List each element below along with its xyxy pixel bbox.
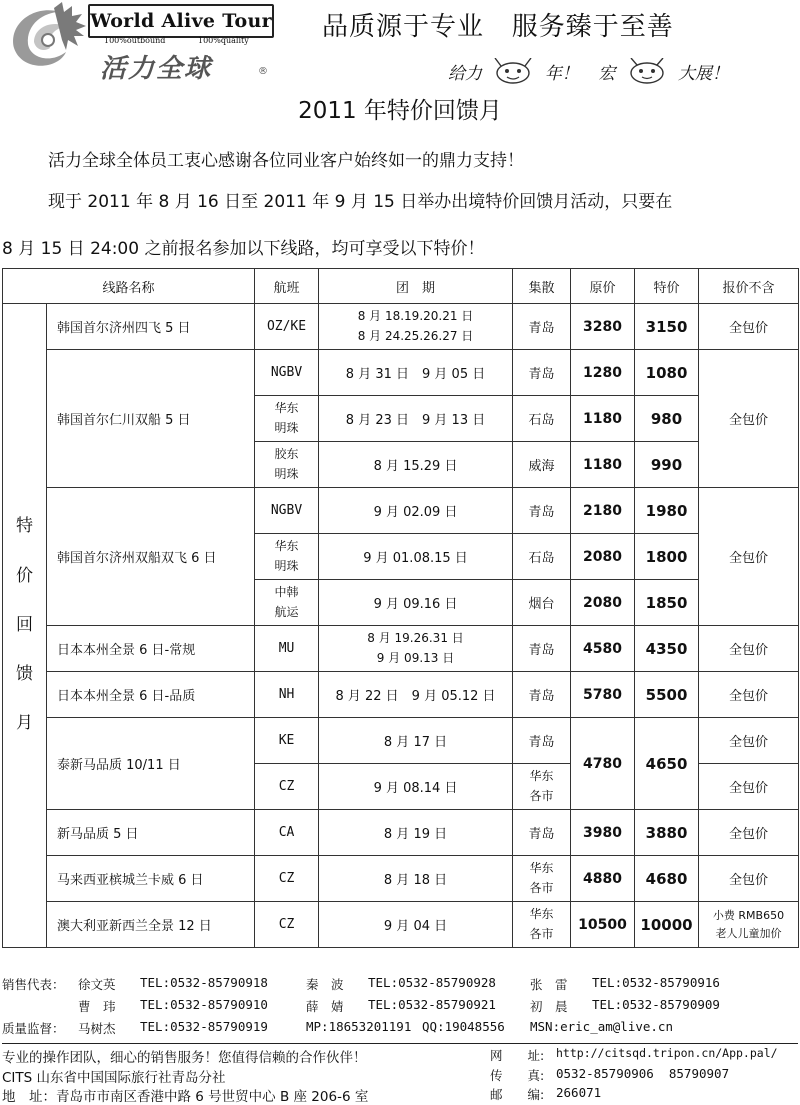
special-price: 4650 bbox=[635, 718, 699, 810]
exclusion: 全包价 bbox=[699, 810, 799, 856]
flight bbox=[255, 580, 319, 626]
new-year-blessing bbox=[448, 58, 729, 84]
date-line: 8 月 19.26.31 日 bbox=[367, 631, 464, 646]
dates bbox=[319, 304, 513, 350]
date-line: 8 月 24.25.26.27 日 bbox=[357, 328, 474, 343]
hub: 威海 bbox=[513, 442, 571, 488]
flight-line: 明珠 bbox=[274, 420, 299, 435]
rabbit-face-icon bbox=[625, 58, 669, 84]
company-name: CITS 山东省中国国际旅行社青岛分社 bbox=[2, 1070, 226, 1086]
hub-line: 华东 bbox=[529, 861, 554, 876]
flight: NGBV bbox=[255, 350, 319, 396]
qc-tel: TEL:0532-85790919 bbox=[140, 1019, 268, 1034]
table-row bbox=[3, 718, 799, 764]
dates: 9 月 08.14 日 bbox=[319, 764, 513, 810]
table-row bbox=[3, 626, 799, 672]
website-label: 网 址: bbox=[490, 1048, 545, 1063]
exclusion: 全包价 bbox=[699, 764, 799, 810]
original-price: 4880 bbox=[571, 856, 635, 902]
route-name: 澳大利亚新西兰全景 12 日 bbox=[47, 902, 255, 948]
qc-mobile: MP:18653201191 bbox=[306, 1019, 412, 1034]
intro-line-2: 现于 2011 年 8 月 16 日至 2011 年 9 月 15 日举办出境特价回馈月活动，只要在 bbox=[48, 192, 673, 212]
hub: 青岛 bbox=[513, 672, 571, 718]
brand-name-cn: 活力全球 bbox=[100, 54, 213, 84]
header-original-price: 原价 bbox=[571, 269, 635, 304]
exclusion: 全包价 bbox=[699, 350, 799, 488]
hub-line: 各市 bbox=[529, 926, 554, 941]
flight: CZ bbox=[255, 856, 319, 902]
rabbit-face-icon bbox=[491, 58, 535, 84]
brand-name-en: World Alive Tour bbox=[88, 4, 274, 38]
brand-tag-outbound: 100%outbound bbox=[104, 36, 166, 45]
side-label-char: 月 bbox=[16, 713, 33, 734]
hub-line: 各市 bbox=[529, 788, 554, 803]
exclusion: 全包价 bbox=[699, 718, 799, 764]
dates: 9 月 09.16 日 bbox=[319, 580, 513, 626]
flight: CZ bbox=[255, 764, 319, 810]
blessing-part-2: 年！ bbox=[544, 63, 579, 84]
blessing-part-4: 大展！ bbox=[678, 63, 730, 84]
fax-label: 传 真: bbox=[490, 1068, 545, 1083]
hub-line: 华东 bbox=[529, 769, 554, 784]
header-exclusions: 报价不含 bbox=[699, 269, 799, 304]
original-price: 1280 bbox=[571, 350, 635, 396]
blessing-part-3: 宏 bbox=[598, 63, 616, 84]
flight-line: 明珠 bbox=[274, 558, 299, 573]
fax-number: 0532-85790906 85790907 bbox=[556, 1066, 730, 1081]
table-row bbox=[3, 810, 799, 856]
exclusion-line: 小费 RMB650 bbox=[712, 908, 785, 922]
table-header-row bbox=[3, 269, 799, 304]
dates: 8 月 22 日 9 月 05.12 日 bbox=[319, 672, 513, 718]
hub: 石岛 bbox=[513, 534, 571, 580]
special-price: 1800 bbox=[635, 534, 699, 580]
exclusion-line: 老人儿童加价 bbox=[715, 926, 782, 940]
original-price: 2080 bbox=[571, 580, 635, 626]
dates: 8 月 15.29 日 bbox=[319, 442, 513, 488]
rep-tel: TEL:0532-85790921 bbox=[368, 997, 496, 1012]
website-link[interactable]: http://citsqd.tripon.cn/App.pal/ bbox=[556, 1046, 778, 1060]
table-row bbox=[3, 856, 799, 902]
rep-tel: TEL:0532-85790928 bbox=[368, 975, 496, 990]
flight: OZ/KE bbox=[255, 304, 319, 350]
header-special-price: 特价 bbox=[635, 269, 699, 304]
flight-line: 中韩 bbox=[274, 585, 299, 600]
exclusion: 全包价 bbox=[699, 626, 799, 672]
original-price: 2180 bbox=[571, 488, 635, 534]
table-row bbox=[3, 304, 799, 350]
flight-line: 胶东 bbox=[274, 447, 299, 462]
hub: 青岛 bbox=[513, 350, 571, 396]
original-price: 10500 bbox=[571, 902, 635, 948]
zip-label: 邮 编: bbox=[490, 1087, 545, 1102]
special-price: 1850 bbox=[635, 580, 699, 626]
header-route: 线路名称 bbox=[3, 269, 255, 304]
qc-label: 质量监督： bbox=[2, 1021, 65, 1036]
original-price: 1180 bbox=[571, 442, 635, 488]
route-name: 韩国首尔仁川双船 5 日 bbox=[47, 350, 255, 488]
table-row bbox=[3, 672, 799, 718]
brand-tag-quality: 100%quality bbox=[198, 36, 249, 45]
blessing-part-1: 给力 bbox=[448, 63, 482, 84]
exclusion: 全包价 bbox=[699, 488, 799, 626]
dates: 8 月 23 日 9 月 13 日 bbox=[319, 396, 513, 442]
hub bbox=[513, 902, 571, 948]
side-label-char: 回 bbox=[16, 614, 33, 635]
rep-name: 秦 波 bbox=[306, 977, 344, 992]
exclusion: 全包价 bbox=[699, 304, 799, 350]
hub: 青岛 bbox=[513, 718, 571, 764]
special-price: 4350 bbox=[635, 626, 699, 672]
original-price: 1180 bbox=[571, 396, 635, 442]
original-price: 3980 bbox=[571, 810, 635, 856]
flight: NH bbox=[255, 672, 319, 718]
header-hub: 集散 bbox=[513, 269, 571, 304]
intro-line-3: 8 月 15 日 24:00 之前报名参加以下线路，均可享受以下特价！ bbox=[2, 239, 485, 259]
rep-tel: TEL:0532-85790909 bbox=[592, 997, 720, 1012]
flight bbox=[255, 442, 319, 488]
special-price: 4680 bbox=[635, 856, 699, 902]
world-alive-logo-icon bbox=[4, 2, 90, 78]
side-label bbox=[3, 304, 47, 948]
table-row bbox=[3, 488, 799, 534]
date-line: 9 月 09.13 日 bbox=[376, 650, 455, 665]
flight: CA bbox=[255, 810, 319, 856]
original-price: 2080 bbox=[571, 534, 635, 580]
exclusion: 全包价 bbox=[699, 856, 799, 902]
page-title: 2011 年特价回馈月 bbox=[298, 98, 502, 124]
special-price: 10000 bbox=[635, 902, 699, 948]
qc-msn: MSN:eric_am@live.cn bbox=[530, 1019, 673, 1034]
table-row bbox=[3, 350, 799, 396]
dates bbox=[319, 626, 513, 672]
special-price: 980 bbox=[635, 396, 699, 442]
qc-qq: QQ:19048556 bbox=[422, 1019, 505, 1034]
dates: 8 月 17 日 bbox=[319, 718, 513, 764]
table-row bbox=[3, 902, 799, 948]
header-dates: 团 期 bbox=[319, 269, 513, 304]
rep-name: 张 雷 bbox=[530, 977, 568, 992]
flight-line: 华东 bbox=[274, 401, 299, 416]
side-label-char: 价 bbox=[16, 565, 33, 586]
flight: MU bbox=[255, 626, 319, 672]
special-price: 3880 bbox=[635, 810, 699, 856]
hub: 青岛 bbox=[513, 488, 571, 534]
special-price: 5500 bbox=[635, 672, 699, 718]
special-price-table bbox=[2, 268, 799, 948]
route-name: 泰新马品质 10/11 日 bbox=[47, 718, 255, 810]
sales-label: 销售代表： bbox=[2, 977, 65, 992]
special-price: 3150 bbox=[635, 304, 699, 350]
side-label-char: 馈 bbox=[16, 664, 33, 685]
rep-name: 初 晨 bbox=[530, 999, 568, 1014]
original-price: 5780 bbox=[571, 672, 635, 718]
flight: NGBV bbox=[255, 488, 319, 534]
flight: CZ bbox=[255, 902, 319, 948]
special-price: 990 bbox=[635, 442, 699, 488]
dates: 9 月 02.09 日 bbox=[319, 488, 513, 534]
flight bbox=[255, 396, 319, 442]
route-name: 韩国首尔济州双船双飞 6 日 bbox=[47, 488, 255, 626]
original-price: 4780 bbox=[571, 718, 635, 810]
dates: 9 月 01.08.15 日 bbox=[319, 534, 513, 580]
hub: 青岛 bbox=[513, 810, 571, 856]
hub: 青岛 bbox=[513, 304, 571, 350]
route-name: 日本本州全景 6 日-品质 bbox=[47, 672, 255, 718]
hub-line: 各市 bbox=[529, 880, 554, 895]
flight bbox=[255, 534, 319, 580]
hub-line: 华东 bbox=[529, 907, 554, 922]
company-address: 地 址：青岛市市南区香港中路 6 号世贸中心 B 座 206-6 室 bbox=[2, 1089, 369, 1105]
hub bbox=[513, 764, 571, 810]
header-flight: 航班 bbox=[255, 269, 319, 304]
special-price: 1080 bbox=[635, 350, 699, 396]
hub: 烟台 bbox=[513, 580, 571, 626]
date-line: 8 月 18.19.20.21 日 bbox=[357, 309, 474, 324]
hub: 石岛 bbox=[513, 396, 571, 442]
slogan: 品质源于专业 服务臻于至善 bbox=[322, 12, 674, 42]
exclusion: 全包价 bbox=[699, 672, 799, 718]
zip-code: 266071 bbox=[556, 1085, 602, 1100]
hub: 青岛 bbox=[513, 626, 571, 672]
original-price: 3280 bbox=[571, 304, 635, 350]
special-price: 1980 bbox=[635, 488, 699, 534]
dates: 8 月 18 日 bbox=[319, 856, 513, 902]
rep-tel: TEL:0532-85790918 bbox=[140, 975, 268, 990]
rep-name: 徐文英 bbox=[78, 977, 116, 992]
flight-line: 华东 bbox=[274, 539, 299, 554]
tagline: 专业的操作团队，细心的销售服务！您值得信赖的合作伙伴！ bbox=[2, 1050, 367, 1066]
hub bbox=[513, 856, 571, 902]
rep-name: 曹 玮 bbox=[78, 999, 116, 1014]
side-label-char: 特 bbox=[16, 516, 33, 537]
flight-line: 明珠 bbox=[274, 466, 299, 481]
route-name: 新马品质 5 日 bbox=[47, 810, 255, 856]
exclusion bbox=[699, 902, 799, 948]
footer-divider bbox=[2, 1043, 798, 1044]
qc-name: 马树杰 bbox=[78, 1021, 116, 1036]
rep-tel: TEL:0532-85790916 bbox=[592, 975, 720, 990]
original-price: 4580 bbox=[571, 626, 635, 672]
dates: 8 月 31 日 9 月 05 日 bbox=[319, 350, 513, 396]
route-name: 马来西亚槟城兰卡威 6 日 bbox=[47, 856, 255, 902]
dates: 9 月 04 日 bbox=[319, 902, 513, 948]
route-name: 韩国首尔济州四飞 5 日 bbox=[47, 304, 255, 350]
flight-line: 航运 bbox=[274, 604, 299, 619]
registered-mark: ® bbox=[258, 66, 268, 77]
route-name: 日本本州全景 6 日-常规 bbox=[47, 626, 255, 672]
dates: 8 月 19 日 bbox=[319, 810, 513, 856]
flight: KE bbox=[255, 718, 319, 764]
rep-name: 薛 婧 bbox=[306, 999, 344, 1014]
intro-line-1: 活力全球全体员工衷心感谢各位同业客户始终如一的鼎力支持！ bbox=[48, 151, 524, 171]
rep-tel: TEL:0532-85790910 bbox=[140, 997, 268, 1012]
